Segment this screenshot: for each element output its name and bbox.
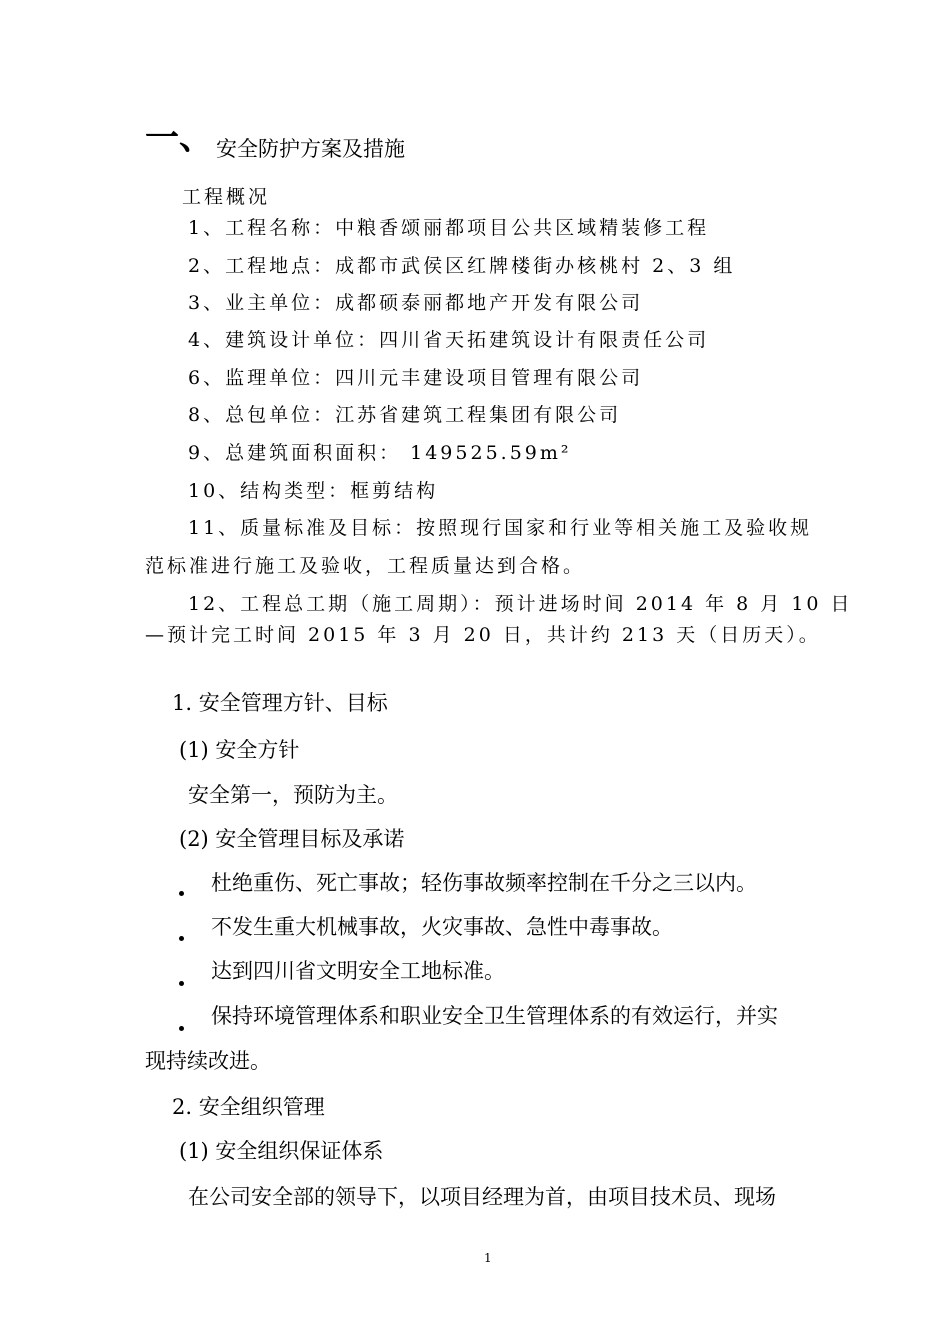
bullet-dot [179,891,184,896]
heading-number: 一、 [145,118,213,158]
section2-sub1-text: 在公司安全部的领导下，以项目经理为首，由项目技术员、现场 [188,1185,776,1209]
section2-sub1: (1) 安全组织保证体系 [179,1139,384,1163]
section1-sub1-text: 安全第一，预防为主。 [188,783,398,807]
overview-item: 10、结构类型：框剪结构 [188,480,439,502]
bullet-item-continuation: 现持续改进。 [145,1049,271,1073]
overview-item: 3、业主单位：成都硕泰丽都地产开发有限公司 [188,292,644,314]
overview-item-11-line1: 11、质量标准及目标：按照现行国家和行业等相关施工及验收规 [188,517,813,539]
section2-title: 2. 安全组织管理 [172,1095,325,1119]
bullet-item: 不发生重大机械事故，火灾事故、急性中毒事故。 [211,915,673,939]
overview-title: 工程概况 [182,186,271,208]
bullet-item: 保持环境管理体系和职业安全卫生管理体系的有效运行，并实 [211,1004,778,1028]
bullet-dot [179,1026,184,1031]
section1-sub2: (2) 安全管理目标及承诺 [179,827,405,851]
bullet-dot [179,981,184,986]
overview-item-12-line1: 12、工程总工期（施工周期）：预计进场时间 2014 年 8 月 10 日 [188,593,853,615]
overview-item: 4、建筑设计单位：四川省天拓建筑设计有限责任公司 [188,329,710,351]
overview-item: 6、监理单位：四川元丰建设项目管理有限公司 [188,367,644,389]
overview-item: 2、工程地点：成都市武侯区红牌楼街办核桃村 2、3 组 [188,255,736,277]
overview-item-11-line2: 范标准进行施工及验收，工程质量达到合格。 [145,555,586,577]
bullet-item: 达到四川省文明安全工地标准。 [211,959,505,983]
overview-item: 9、总建筑面积面积： 149525.59m² [188,442,572,464]
overview-item-12-line2: —预计完工时间 2015 年 3 月 20 日，共计约 213 天（日历天）。 [145,624,821,646]
page-number: 1 [484,1251,492,1265]
bullet-item: 杜绝重伤、死亡事故；轻伤事故频率控制在千分之三以内。 [211,871,757,895]
bullet-dot [179,936,184,941]
section1-sub1: (1) 安全方针 [179,738,300,762]
overview-item: 8、总包单位：江苏省建筑工程集团有限公司 [188,404,622,426]
overview-item: 1、工程名称：中粮香颂丽都项目公共区域精装修工程 [188,217,710,239]
section1-title: 1. 安全管理方针、目标 [172,691,388,715]
heading-title: 安全防护方案及措施 [216,137,405,161]
